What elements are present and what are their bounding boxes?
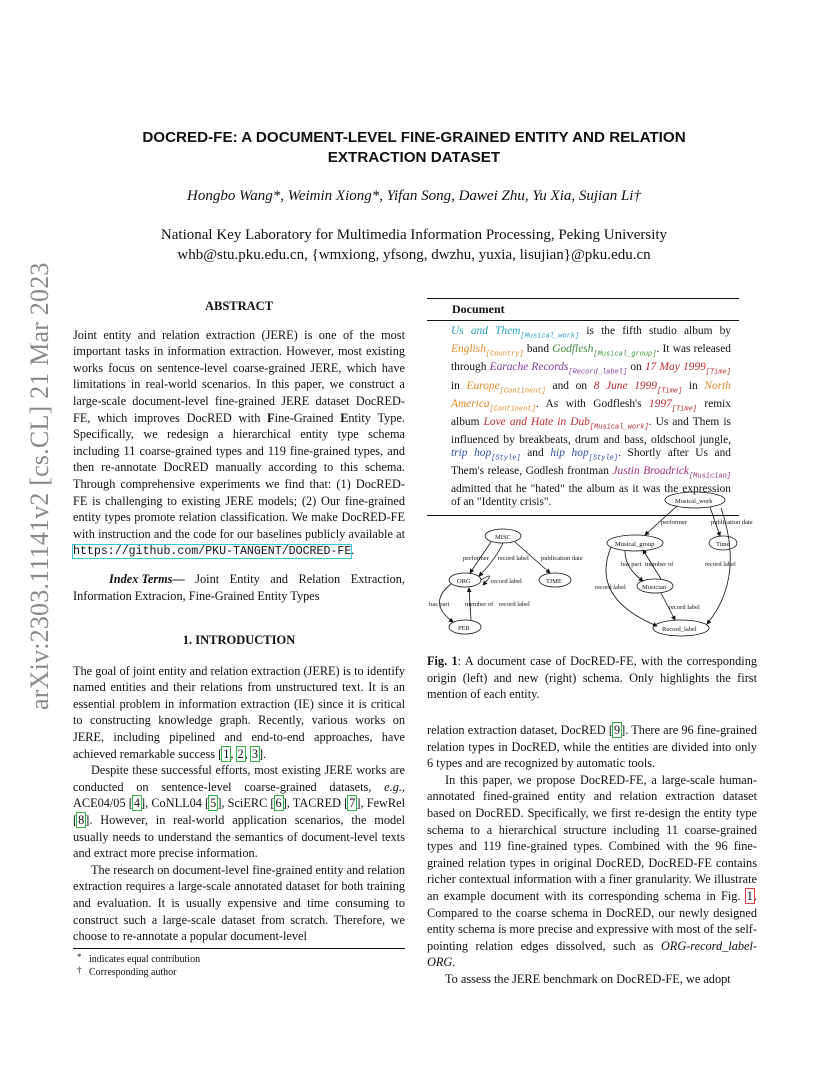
edge-label-performer-right: performer	[661, 519, 687, 526]
label-musical-work: Musical_work	[675, 498, 713, 505]
figure-ref-link[interactable]: 1	[746, 888, 753, 903]
document-text-run: . Shortly after Us and Them's release, Godlesh frontman	[451, 447, 731, 478]
right-paragraph-2: In this paper, we propose DocRED-FE, a large-scale human-annotated fined-grained entity and relation extraction dataset based on DocRED. Specifically, we first re-design the entity type schema to a hierarchical structure including 11 coarse-grained types and 119 fine-grained types. Combined with the 96 fine-grained relation types in original DocRED, DocRED-FE contains richer contextual information with a finer granularity. We illustrate an example document with its corresponding schema in Fig. 1. Compared to the coarse schema in DocRED, our newly designed entity schema is more precise and expressive with most of the self-pointing relation edges dissolved, such as ORG-record_label-ORG.	[427, 772, 757, 970]
title-line-1: DOCRED-FE: A DOCUMENT-LEVEL FINE-GRAINED ENTITY AND RELATION	[142, 129, 686, 146]
edge-label-record-label-r1: record label	[595, 584, 626, 591]
entity-mention: Justin Broadrick	[612, 465, 689, 478]
affiliation-block	[80, 225, 748, 265]
citation-5[interactable]: 5	[210, 796, 217, 811]
entity-type-tag: [Country]	[485, 350, 524, 359]
entity-mention: Love and Hate in Dub	[483, 415, 590, 428]
entity-mention: 17 May 1999	[644, 361, 706, 374]
right-paragraph-1: relation extraction dataset, DocRED [9]. There are 96 fine-grained relation types in DocRED, while the entities are divided into only 6 types and are recognized by automatic tools.	[427, 723, 757, 771]
intro-paragraph-3: The research on document-level fine-grained entity and relation extraction requires a large-scale annotated dataset for both training and evaluation. It is usually expensive and time consuming to construct such a large-scale dataset from scratch. Therefore, we choose to re-annotate a popular document-level	[73, 862, 405, 944]
edge-label-has-part: has part	[429, 601, 450, 608]
document-text-run: . Us and Them is influenced by breakbeats, drum and bass, oldschool jungle,	[451, 415, 731, 447]
document-text-run: in	[682, 379, 705, 392]
citation-1[interactable]: 1	[223, 746, 230, 761]
left-column	[73, 298, 405, 945]
document-text-run: . It was released through	[451, 343, 731, 374]
document-text-run: remix album	[451, 397, 732, 428]
label-musician: Musician	[642, 584, 667, 591]
entity-type-tag: [Time]	[705, 368, 731, 377]
entity-mention: hip hop	[550, 447, 589, 460]
entity-mention: Europe	[466, 379, 500, 392]
emails: whb@stu.pku.edu.cn, {wmxiong, yfsong, dwzhu, yuxia, lisujian}@pku.edu.cn	[177, 247, 651, 263]
document-text-run: and	[520, 447, 551, 460]
document-box-heading: Document	[427, 299, 739, 321]
document-text-run: is the fifth studio album by	[579, 325, 731, 337]
edge-label-has-part-right: has part	[621, 561, 642, 568]
edge-label-record-label-r3: record label	[705, 561, 736, 568]
footnote-2: † Corresponding author	[77, 965, 177, 978]
abstract-text: Joint entity and relation extraction (JERE) is one of the most important tasks in information extraction. However, most existing works focus on sentence-level coarse-grained JERE, which have limitations in real-world scenarios. In this paper, we construct a large-scale document-level fine-grained JERE dataset DocRED-FE, which improves DocRED with Fine-Grained Entity Type. Specifically, we redesign a hierarchical entity type schema including 11 coarse-grained types and 119 fine-grained types, and then re-annotate DocRED manually according to this schema. Through comprehensive experiments we find that: (1) DocRED-FE is challenging to existing JERE models; (2) Our fine-grained entity types promote relation classification. We make DocRED-FE with instruction and the code for our baselines publicly available at https://github.com/PKU-TANGENT/DOCRED-FE.	[73, 327, 405, 559]
footnote-1: * indicates equal contribution	[77, 952, 201, 965]
diagram-left-labels	[429, 534, 583, 632]
right-column	[427, 722, 757, 988]
entity-mention: 8 June 1999	[593, 379, 657, 392]
figure-label: Fig. 1	[427, 654, 458, 668]
citation-6[interactable]: 6	[275, 796, 282, 811]
label-org: ORG	[457, 578, 471, 585]
diagram-right-labels	[595, 498, 753, 633]
edge-label-performer: performer	[463, 555, 489, 562]
entity-type-tag: [Continent]	[499, 386, 546, 395]
entity-type-tag: [Time]	[671, 405, 697, 414]
edge-label-record-label-2: record label	[491, 578, 522, 585]
right-paragraph-3: To assess the JERE benchmark on DocRED-FE, we adopt	[445, 971, 731, 986]
edge-label-record-label-3: record label	[499, 601, 530, 608]
document-text-run: on	[627, 361, 645, 374]
entity-type-tag: [Musical_group]	[593, 350, 657, 359]
entity-type-tag: [Musical_work]	[520, 332, 580, 341]
intro-paragraph-2: Despite these successful efforts, most existing JERE works are conducted on sentence-level coarse-grained datasets, e.g., ACE04/05 [4], CoNLL04 [5], SciERC [6], TACRED [7], FewRel [8]. However, in real-world application scenarios, the model usually needs to understand the semantics of document-level texts and extract more precise information.	[73, 763, 405, 861]
entity-type-tag: [Record_label]	[568, 368, 628, 377]
figure-document-box	[427, 298, 739, 516]
document-box-text	[427, 321, 739, 515]
paper-title	[80, 128, 748, 168]
edge-label-publication-date: publication date	[541, 555, 583, 562]
authors: Hongbo Wang*, Weimin Xiong*, Yifan Song, Dawei Zhu, Yu Xia, Sujian Li†	[187, 188, 641, 204]
document-text-run: and on	[545, 379, 594, 392]
label-per: PER	[458, 625, 470, 632]
document-text-run: band	[523, 343, 553, 356]
entity-mention: 1997	[648, 397, 672, 410]
entity-mention: English	[451, 343, 486, 356]
entity-mention: Godflesh	[552, 343, 594, 356]
code-url-link[interactable]: https://github.com/PKU-TANGENT/DOCRED-FE	[73, 545, 352, 559]
document-text-run: admitted that he "hated" the album as it was the expression of an "Identity crisis".	[451, 483, 731, 509]
figure-caption: Fig. 1: A document case of DocRED-FE, with the corresponding origin (left) and new (right) schema. Only highlights the first mention of each entity.	[427, 654, 757, 702]
label-record-label: Record_label	[662, 626, 697, 633]
index-terms: Index Terms— Joint Entity and Relation Extraction, Information Extracion, Fine-Grained Entity Types	[73, 571, 405, 603]
entity-mention: Earache Records	[489, 361, 569, 374]
abstract-heading: ABSTRACT	[204, 299, 274, 313]
label-misc: MISC	[495, 534, 511, 541]
label-time-right: Time	[716, 541, 730, 548]
entity-type-tag: [Musician]	[688, 472, 731, 481]
edge-label-publication-date-right: publication date	[711, 519, 753, 526]
schema-diagrams	[425, 488, 765, 638]
entity-type-tag: [Time]	[657, 386, 683, 395]
entity-type-tag: [Style]	[491, 454, 521, 463]
citation-8[interactable]: 8	[78, 813, 85, 828]
document-text-run: in	[451, 379, 467, 392]
citation-9[interactable]: 9	[613, 723, 621, 737]
label-time: TIME	[546, 578, 562, 585]
title-line-2: EXTRACTION DATASET	[327, 149, 501, 166]
intro-paragraph-1: The goal of joint entity and relation extraction (JERE) is to identify named entities and their relations from unstructured text. It is an essential problem in information extraction (IE) since it is critical to constructing knowledge graph. Recently, various works on JERE, including pipelined and end-to-end approaches, have achieved remarkable success [1, 2, 3].	[73, 663, 405, 761]
entity-type-tag: [Style]	[588, 454, 619, 463]
citation-7[interactable]: 7	[349, 796, 356, 811]
arxiv-side-label: arXiv:2303.11141v2 [cs.CL] 21 Mar 2023	[25, 262, 54, 710]
affiliation: National Key Laboratory for Multimedia Information Processing, Peking University	[160, 227, 668, 243]
label-musical-group: Musical_group	[615, 541, 655, 548]
citation-2[interactable]: 2	[237, 746, 244, 761]
edge-record-label-self	[481, 576, 490, 585]
edge-label-member-of-right: member of	[645, 561, 674, 568]
edge-label-record-label-1: record label	[498, 555, 529, 562]
entity-mention: Us and Them	[451, 325, 521, 337]
edge-label-member-of: member of	[465, 601, 494, 608]
entity-type-tag: [Continent]	[489, 405, 536, 414]
document-text-run: . As with Godflesh's	[535, 397, 649, 410]
entity-mention: North America	[451, 379, 731, 410]
edge-label-record-label-r2: record label	[669, 604, 700, 611]
intro-heading: 1. INTRODUCTION	[182, 633, 296, 648]
citation-4[interactable]: 4	[133, 796, 141, 811]
entity-type-tag: [Musical_work]	[589, 423, 649, 432]
entity-mention: trip hop	[451, 447, 492, 460]
citation-3[interactable]: 3	[251, 746, 258, 761]
footnotes	[73, 948, 405, 979]
